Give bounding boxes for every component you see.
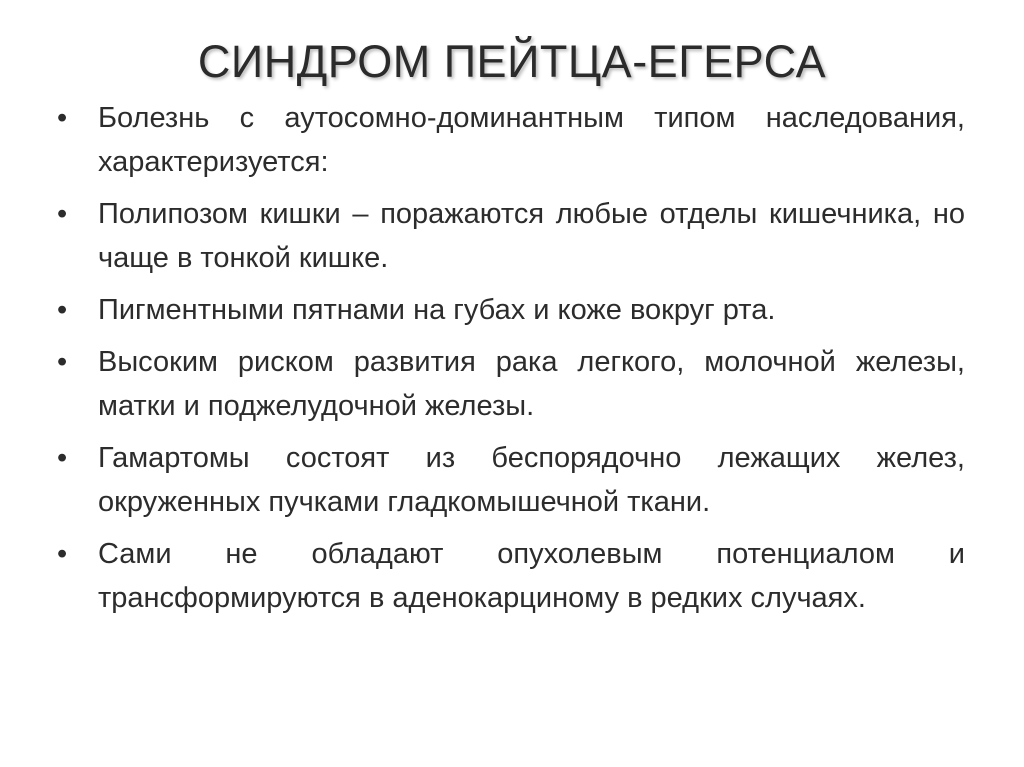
bullet-dot-icon: • (57, 102, 68, 134)
bullet-item (55, 288, 965, 332)
bullet-text: Болезнь с аутосомно-доминантным типом наследования, характеризуется: (98, 102, 965, 178)
bullet-list (55, 96, 965, 628)
bullet-item (55, 340, 965, 428)
bullet-item (55, 96, 965, 184)
bullet-text: Сами не обладают опухолевым потенциалом и трансформируются в аденокарциному в редких случаях. (98, 538, 965, 614)
bullet-item (55, 436, 965, 524)
bullet-item (55, 532, 965, 620)
bullet-item (55, 192, 965, 280)
bullet-dot-icon: • (57, 294, 68, 326)
bullet-dot-icon: • (57, 538, 68, 570)
slide-title: СИНДРОМ ПЕЙТЦА-ЕГЕРСА (197, 36, 827, 87)
bullet-text: Гамартомы состоят из беспорядочно лежащих желез, окруженных пучками гладкомышечной ткани. (98, 442, 965, 518)
bullet-dot-icon: • (57, 198, 68, 230)
bullet-text: Пигментными пятнами на губах и коже вокруг рта. (98, 294, 776, 326)
bullet-dot-icon: • (57, 442, 68, 474)
bullet-text: Полипозом кишки – поражаются любые отделы кишечника, но чаще в тонкой кишке. (98, 198, 965, 274)
bullet-dot-icon: • (57, 346, 68, 378)
bullet-text: Высоким риском развития рака легкого, молочной железы, матки и поджелудочной железы. (98, 346, 965, 422)
